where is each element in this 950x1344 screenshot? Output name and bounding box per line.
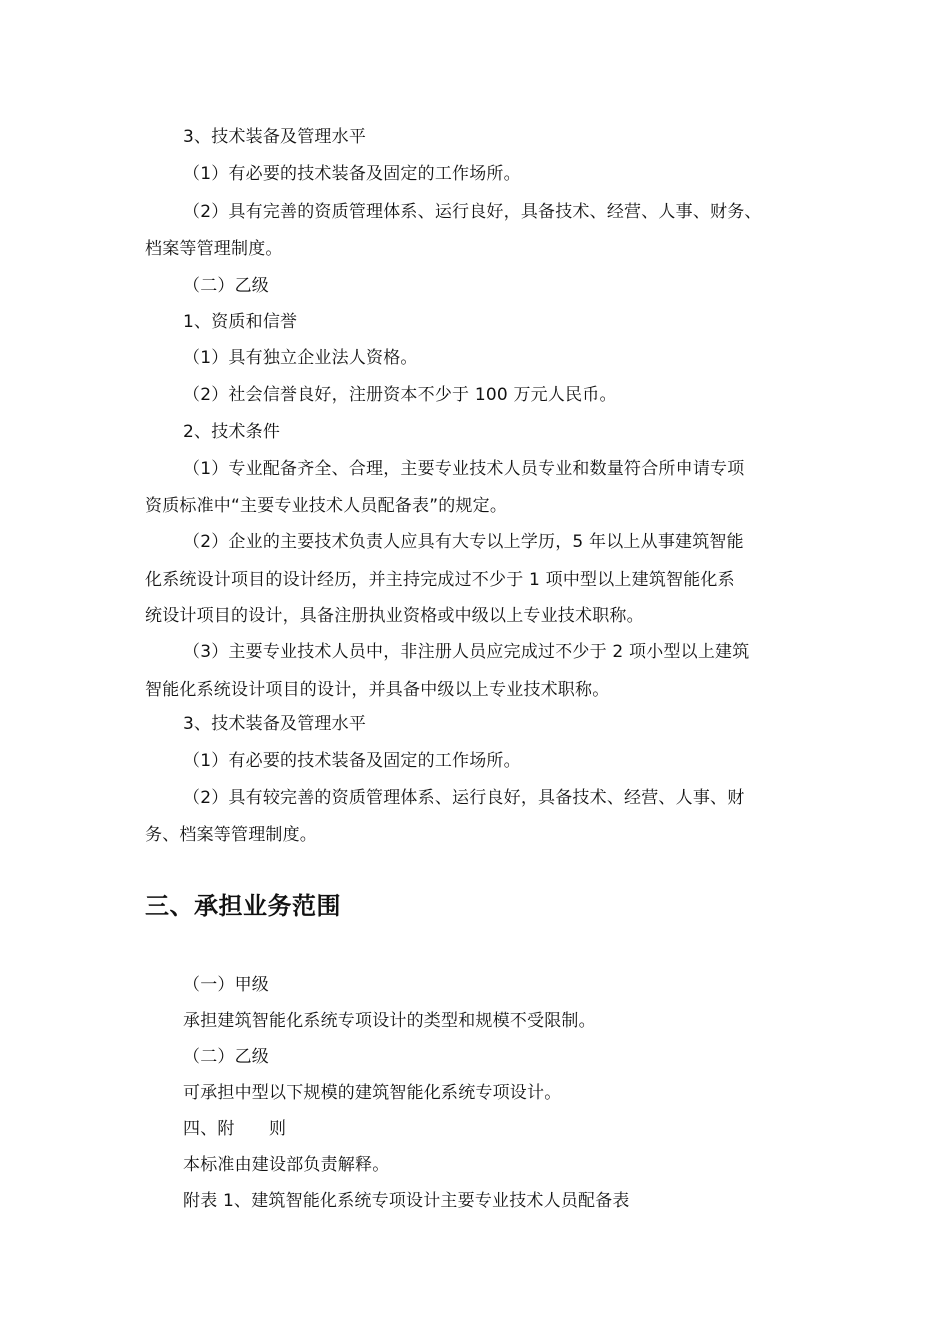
paragraph-item3-1: （1）有必要的技术装备及固定的工作场所。 (183, 164, 521, 184)
appendix-table-reference: 附表 1、建筑智能化系统专项设计主要专业技术人员配备表 (183, 1191, 630, 1211)
grade-b-s3-title: 3、技术装备及管理水平 (183, 714, 367, 734)
scope-grade-b-text: 可承担中型以下规模的建筑智能化系统专项设计。 (183, 1083, 562, 1103)
paragraph-item3-title: 3、技术装备及管理水平 (183, 127, 367, 147)
grade-b-s3-2-line2: 务、档案等管理制度。 (145, 825, 317, 845)
grade-b-s2-3-line2: 智能化系统设计项目的设计，并具备中级以上专业技术职称。 (145, 680, 610, 700)
grade-b-s1-title: 1、资质和信誉 (183, 312, 298, 332)
grade-b-s3-2-line1: （2）具有较完善的资质管理体系、运行良好，具备技术、经营、人事、财 (183, 788, 745, 808)
section-heading-scope: 三、承担业务范围 (145, 892, 341, 920)
scope-grade-b-title: （二）乙级 (183, 1047, 269, 1067)
grade-b-s3-1: （1）有必要的技术装备及固定的工作场所。 (183, 751, 521, 771)
grade-b-s2-title: 2、技术条件 (183, 422, 281, 442)
section-heading-appendix-rules: 四、附 则 (183, 1119, 287, 1139)
scope-grade-a-title: （一）甲级 (183, 975, 269, 995)
scope-grade-a-text: 承担建筑智能化系统专项设计的类型和规模不受限制。 (183, 1011, 596, 1031)
grade-b-s2-3-line1: （3）主要专业技术人员中，非注册人员应完成过不少于 2 项小型以上建筑 (183, 642, 750, 662)
grade-b-s1-1: （1）具有独立企业法人资格。 (183, 348, 418, 368)
grade-b-s2-1-line1: （1）专业配备齐全、合理，主要专业技术人员专业和数量符合所申请专项 (183, 459, 745, 479)
grade-b-s2-1-line2: 资质标准中“主要专业技术人员配备表”的规定。 (145, 496, 508, 516)
grade-b-title: （二）乙级 (183, 276, 269, 296)
paragraph-item3-2-line2: 档案等管理制度。 (145, 239, 283, 259)
paragraph-item3-2-line1: （2）具有完善的资质管理体系、运行良好，具备技术、经营、人事、财务、 (183, 202, 762, 222)
appendix-rules-text: 本标准由建设部负责解释。 (183, 1155, 390, 1175)
grade-b-s2-2-line2: 化系统设计项目的设计经历，并主持完成过不少于 1 项中型以上建筑智能化系 (145, 570, 735, 590)
grade-b-s1-2: （2）社会信誉良好，注册资本不少于 100 万元人民币。 (183, 385, 617, 405)
grade-b-s2-2-line3: 统设计项目的设计，具备注册执业资格或中级以上专业技术职称。 (145, 606, 644, 626)
grade-b-s2-2-line1: （2）企业的主要技术负责人应具有大专以上学历，5 年以上从事建筑智能 (183, 532, 744, 552)
